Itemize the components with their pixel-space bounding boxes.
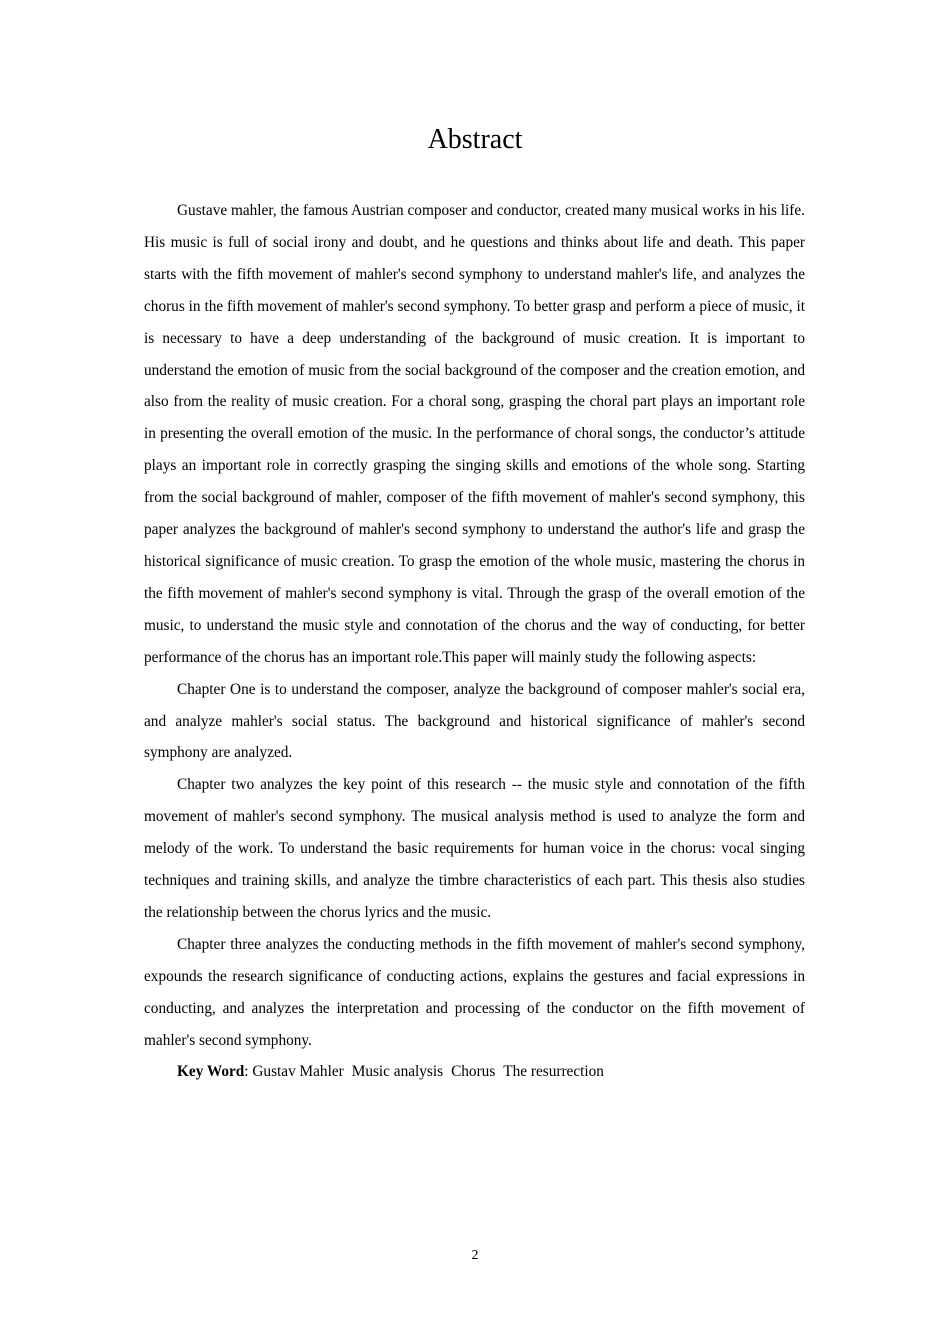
abstract-paragraph-chapter-three: Chapter three analyzes the conducting methods in the fifth movement of mahler's second symphony, expounds the research significance of conducting actions, explains the gestures and facial expressions in conducting, and analyzes the interpretation and processing of the conductor on the fifth movement of mahler's second symphony.: [144, 935, 805, 1049]
keyword-item: Gustav Mahler: [252, 1063, 344, 1081]
keywords-label: Key Word: [177, 1063, 245, 1081]
abstract-paragraph-chapter-one: Chapter One is to understand the composer, analyze the background of composer mahler's social era, and analyze mahler's social status. The background and historical significance of mahler's second symphony are analyzed.: [144, 680, 805, 762]
page-number: 2: [471, 1248, 479, 1263]
keywords-separator: :: [244, 1063, 253, 1081]
abstract-paragraph-chapter-two: Chapter two analyzes the key point of this research -- the music style and connotation of the fifth movement of mahler's second symphony. The musical analysis method is used to analyze the form and melody of the work. To understand the basic requirements for human voice in the chorus: vocal singing techniques and training skills, and analyze the timbre characteristics of each part. This thesis also studies the relationship between the chorus lyrics and the music.: [144, 776, 805, 921]
abstract-body: [144, 195, 805, 1088]
page-title: Abstract: [427, 124, 523, 155]
keyword-item: Music analysis: [351, 1063, 444, 1081]
keywords-line: [144, 1056, 805, 1088]
keyword-item: The resurrection: [503, 1063, 604, 1081]
abstract-paragraph-intro: Gustave mahler, the famous Austrian composer and conductor, created many musical works in his life. His music is full of social irony and doubt, and he questions and thinks about life and death. This paper starts with the fifth movement of mahler's second symphony to understand mahler's life, and analyzes the chorus in the fifth movement of mahler's second symphony. To better grasp and perform a piece of music, it is necessary to have a deep understanding of the background of music creation. It is important to understand the emotion of music from the social background of the composer and the creation emotion, and also from the reality of music creation. For a choral song, grasping the choral part plays an important role in presenting the overall emotion of the music. In the performance of choral songs, the conductor’s attitude plays an important role in correctly grasping the singing skills and emotions of the whole song. Starting from the social background of mahler, composer of the fifth movement of mahler's second symphony, this paper analyzes the background of mahler's second symphony to understand the author's life and grasp the historical significance of music creation. To grasp the emotion of the whole music, mastering the chorus in the fifth movement of mahler's second symphony is vital. Through the grasp of the overall emotion of the music, to understand the music style and connotation of the chorus and the way of conducting, for better performance of the chorus has an important role.This paper will mainly study the following aspects:: [144, 202, 805, 666]
keyword-item: Chorus: [451, 1063, 496, 1081]
